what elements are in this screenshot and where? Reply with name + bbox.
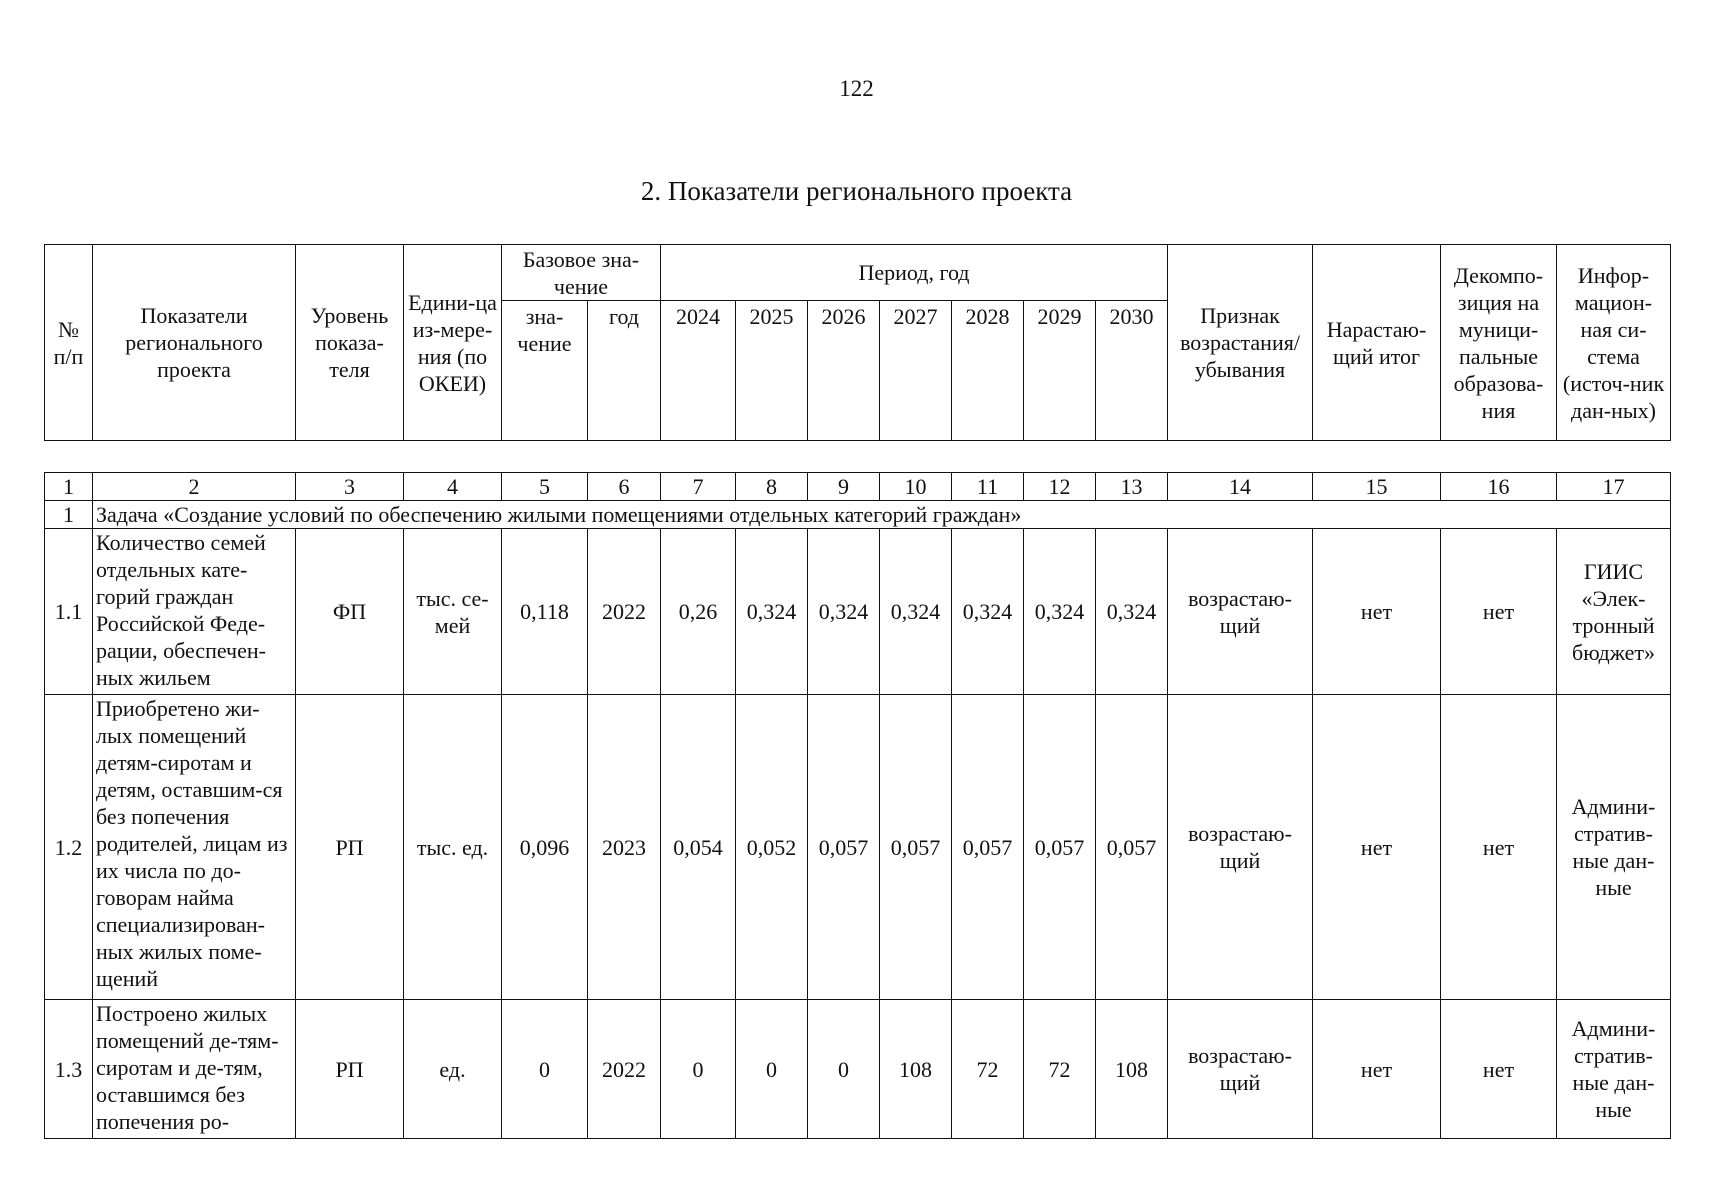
header-base-year: год: [588, 301, 661, 441]
year-value: 0,324: [880, 529, 952, 695]
header-period: Период, год: [661, 245, 1168, 301]
indicators-table-header: [44, 244, 1671, 441]
column-number: 15: [1313, 473, 1441, 501]
header-base: Базовое зна-чение: [502, 245, 661, 301]
task-num: 1: [45, 501, 93, 529]
year-value: 0,057: [952, 695, 1024, 1000]
base-year: 2022: [588, 529, 661, 695]
task-row: [45, 501, 1671, 529]
cumulative: нет: [1313, 529, 1441, 695]
year-value: 0: [808, 1000, 880, 1139]
year-value: 108: [880, 1000, 952, 1139]
header-decomposition: Декомпо-зиция на муници-пальные образова-ния: [1441, 245, 1557, 441]
column-number: 16: [1441, 473, 1557, 501]
column-number: 9: [808, 473, 880, 501]
base-year: 2022: [588, 1000, 661, 1139]
indicator-unit: тыс. се-мей: [404, 529, 502, 695]
indicator-name: Приобретено жи-лых помещений детям-сиротам и детям, оставшим-ся без попечения родителей, лицам из их числа по до-говорам найма специализирован-ных жилых поме-щений: [93, 695, 296, 1000]
year-value: 0,057: [880, 695, 952, 1000]
indicator-name: Построено жилых помещений де-тям-сиротам и де-тям, оставшимся без попечения ро-: [93, 1000, 296, 1139]
header-num: № п/п: [45, 245, 93, 441]
year-value: 0,324: [1096, 529, 1168, 695]
row-num: 1.3: [45, 1000, 93, 1139]
section-title: 2. Показатели регионального проекта: [640, 176, 1073, 206]
year-value: 0,057: [1024, 695, 1096, 1000]
row-num: 1.1: [45, 529, 93, 695]
column-number: 10: [880, 473, 952, 501]
indicator-unit: ед.: [404, 1000, 502, 1139]
header-year: 2029: [1024, 301, 1096, 441]
year-value: 72: [952, 1000, 1024, 1139]
cumulative: нет: [1313, 1000, 1441, 1139]
indicator-level: ФП: [296, 529, 404, 695]
indicator-level: РП: [296, 1000, 404, 1139]
base-value: 0,118: [502, 529, 588, 695]
table-row: [45, 695, 1671, 1000]
header-year: 2027: [880, 301, 952, 441]
page-number: 122: [839, 76, 874, 101]
column-numbers-row: [45, 473, 1671, 501]
column-number: 13: [1096, 473, 1168, 501]
header-level: Уровень показа-теля: [296, 245, 404, 441]
indicator-unit: тыс. ед.: [404, 695, 502, 1000]
header-info-system: Инфор-мацион-ная си-стема (источ-ник дан-ных): [1557, 245, 1671, 441]
trend: возрастаю-щий: [1168, 695, 1313, 1000]
column-number: 2: [93, 473, 296, 501]
header-base-value: зна-чение: [502, 301, 588, 441]
year-value: 0,324: [736, 529, 808, 695]
year-value: 0,057: [808, 695, 880, 1000]
base-value: 0: [502, 1000, 588, 1139]
indicators-table-body: [44, 472, 1671, 1139]
header-cumulative: Нарастаю-щий итог: [1313, 245, 1441, 441]
year-value: 0,324: [808, 529, 880, 695]
indicator-name: Количество семей отдельных кате-горий граждан Российской Феде-рации, обеспечен-ных жильем: [93, 529, 296, 695]
info-system: Админи-стратив-ные дан-ные: [1557, 1000, 1671, 1139]
trend: возрастаю-щий: [1168, 1000, 1313, 1139]
column-number: 7: [661, 473, 736, 501]
column-number: 4: [404, 473, 502, 501]
column-number: 17: [1557, 473, 1671, 501]
header-year: 2025: [736, 301, 808, 441]
cumulative: нет: [1313, 695, 1441, 1000]
year-value: 0,324: [952, 529, 1024, 695]
decomposition: нет: [1441, 529, 1557, 695]
base-year: 2023: [588, 695, 661, 1000]
year-value: 0: [736, 1000, 808, 1139]
info-system: Админи-стратив-ные дан-ные: [1557, 695, 1671, 1000]
header-unit: Едини-ца из-мере-ния (по ОКЕИ): [404, 245, 502, 441]
column-number: 1: [45, 473, 93, 501]
header-year: 2024: [661, 301, 736, 441]
column-number: 11: [952, 473, 1024, 501]
column-number: 5: [502, 473, 588, 501]
decomposition: нет: [1441, 1000, 1557, 1139]
info-system: ГИИС «Элек-тронный бюджет»: [1557, 529, 1671, 695]
indicator-level: РП: [296, 695, 404, 1000]
header-year: 2030: [1096, 301, 1168, 441]
column-number: 8: [736, 473, 808, 501]
decomposition: нет: [1441, 695, 1557, 1000]
header-trend: Признак возрастания/ убывания: [1168, 245, 1313, 441]
header-indicator-name: Показатели регионального проекта: [93, 245, 296, 441]
year-value: 0,324: [1024, 529, 1096, 695]
year-value: 0,26: [661, 529, 736, 695]
table-row: [45, 1000, 1671, 1139]
column-number: 14: [1168, 473, 1313, 501]
row-num: 1.2: [45, 695, 93, 1000]
year-value: 0,057: [1096, 695, 1168, 1000]
column-number: 12: [1024, 473, 1096, 501]
trend: возрастаю-щий: [1168, 529, 1313, 695]
year-value: 0,054: [661, 695, 736, 1000]
base-value: 0,096: [502, 695, 588, 1000]
year-value: 0,052: [736, 695, 808, 1000]
table-row: [45, 529, 1671, 695]
year-value: 0: [661, 1000, 736, 1139]
column-number: 3: [296, 473, 404, 501]
task-text: Задача «Создание условий по обеспечению жилыми помещениями отдельных категорий граждан»: [93, 501, 1671, 529]
header-year: 2028: [952, 301, 1024, 441]
column-number: 6: [588, 473, 661, 501]
year-value: 108: [1096, 1000, 1168, 1139]
year-value: 72: [1024, 1000, 1096, 1139]
header-year: 2026: [808, 301, 880, 441]
